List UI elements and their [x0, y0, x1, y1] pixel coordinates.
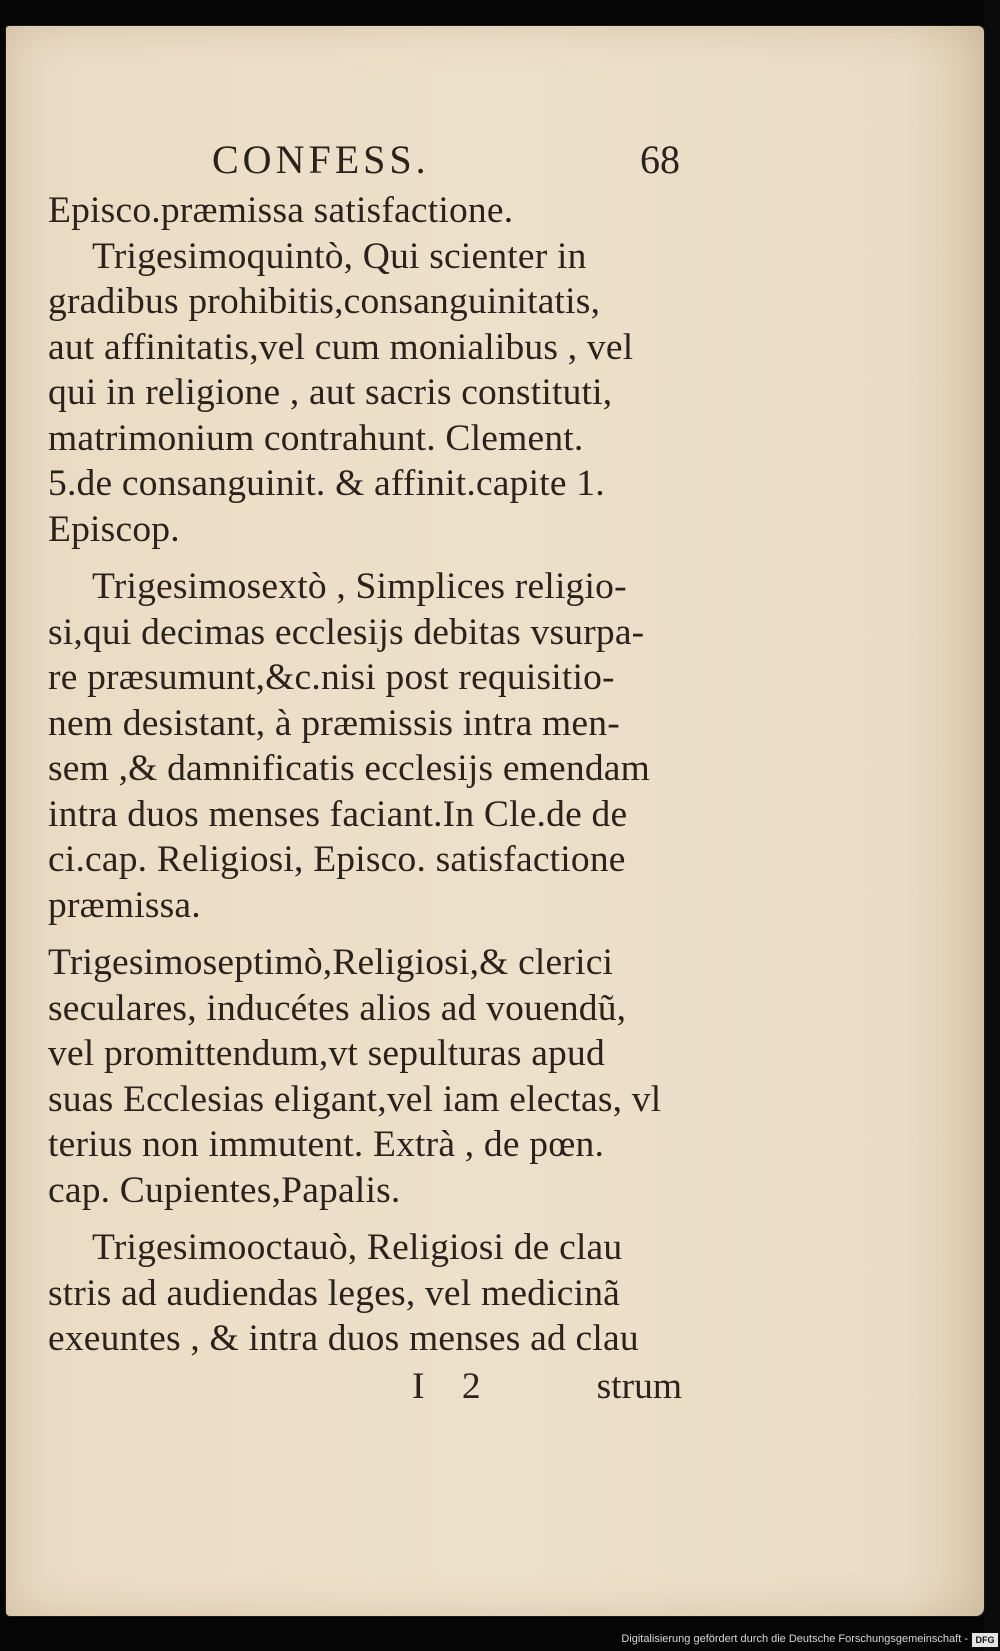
text-line: aut affinitatis,vel cum monialibus , vel [48, 326, 634, 368]
text-line: terius non immutent. Extrà , de pœn. [48, 1124, 605, 1165]
text-line: stris ad audiendas leges, vel medicinã [48, 1272, 621, 1314]
text-line: Trigesimooctauò, Religiosi de clau [92, 1227, 623, 1268]
text-line: 5.de consanguinit. & affinit.capite 1. [48, 463, 605, 504]
digitization-credit: Digitalisierung gefördert durch die Deutsche Forschungsgemeinschaft - [621, 1633, 968, 1645]
text-line: Trigesimoquintò, Qui scienter in [92, 235, 587, 277]
text-line: Trigesimosextò , Simplices religio- [92, 566, 627, 607]
dfg-logo: DFG [972, 1633, 998, 1647]
catchword: strum [596, 1365, 682, 1407]
text-line: suas Ecclesias eligant,vel iam electas, vl [48, 1078, 662, 1120]
text-line: intra duos menses faciant.In Cle.de de [48, 793, 628, 835]
text-line: vel promittendum,vt sepulturas apud [48, 1033, 605, 1074]
text-line: qui in religione , aut sacris constituti, [48, 372, 613, 413]
text-line: si,qui decimas ecclesijs debitas vsurpa- [48, 611, 645, 653]
text-line: præmissa. [48, 884, 201, 926]
text-line: exeuntes , & intra duos menses ad clau [48, 1318, 639, 1359]
text-line: Trigesimoseptimò,Religiosi,& clerici [48, 942, 614, 983]
text-line: re præsumunt,&c.nisi post requisitio- [48, 657, 615, 698]
page-number: 68 [640, 137, 680, 182]
signature-mark: I 2 [412, 1365, 495, 1407]
page-header [48, 136, 684, 188]
text-line: sem ,& damnificatis ecclesijs emendam [48, 748, 650, 789]
text-line: seculares, inducétes alios ad vouendũ, [48, 987, 627, 1029]
running-head: CONFESS. [212, 137, 430, 182]
text-line: Episco.præmissa satisfactione. [48, 190, 514, 231]
page-text [48, 136, 684, 1414]
scan-edge [984, 0, 1000, 1651]
text-line: matrimonium contrahunt. Clement. [48, 417, 584, 459]
text-lines [48, 188, 684, 1362]
text-line: Episcop. [48, 508, 180, 550]
text-line: ci.cap. Religiosi, Episco. satisfactione [48, 839, 626, 880]
text-line: gradibus prohibitis,consanguinitatis, [48, 281, 601, 322]
text-line: nem desistant, à præmissis intra men- [48, 702, 620, 744]
page-footer [48, 1364, 684, 1414]
text-line: cap. Cupientes,Papalis. [48, 1169, 401, 1211]
